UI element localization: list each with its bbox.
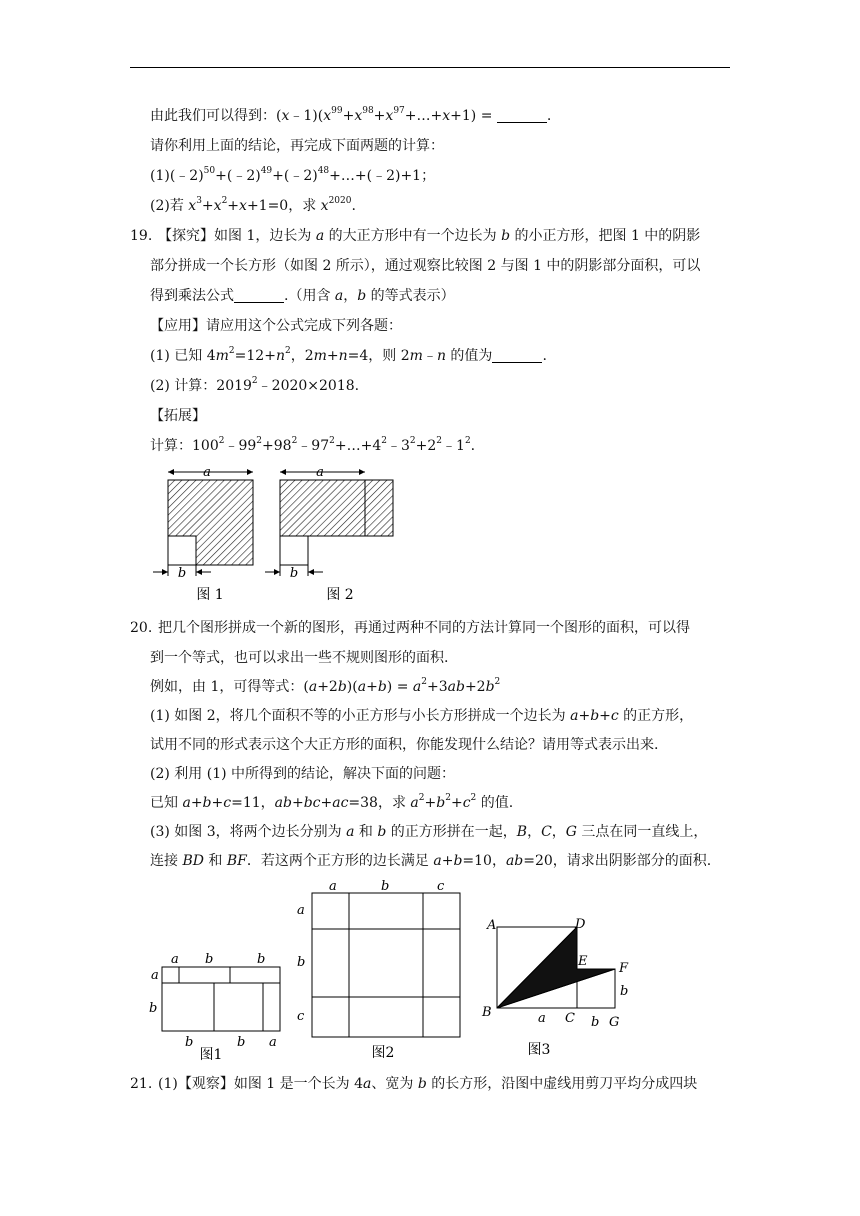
q19-part2: (2) 计算：$2019^2﹣2020\times 2018$.: [150, 376, 360, 394]
fig2-left-a: a: [297, 903, 305, 918]
label-b-bottom: b: [591, 1015, 600, 1030]
answer-blank[interactable]: [234, 288, 284, 303]
q19-line1: 【探究】如图 1，边长为 a 的大正方形中有一个边长为 b 的小正方形，把图 1 中的阴影: [158, 228, 701, 244]
fig1-left-a: a: [151, 968, 159, 983]
q20-part1a: (1) 如图 2，将几个面积不等的小正方形与小长方形拼成一个边长为 a+b+c 的正方形，: [150, 708, 694, 724]
figure-1: [153, 465, 253, 603]
header-rule: [130, 67, 730, 68]
q20-number: 20.: [130, 620, 153, 636]
label-B: B: [482, 1005, 492, 1020]
fig1-top-a: a: [171, 952, 179, 967]
fig2-top-b: b: [381, 879, 390, 894]
q20-part3b: 连接 BD 和 BF．若这两个正方形的边长满足 a+b=10，ab=20，请求出阴影部分的面积.: [150, 853, 712, 869]
q19-figures: [145, 460, 405, 608]
q18-line1: 由此我们可以得到：$(x﹣1)(x^{99}+x^{98}+x^{97}+\dots+x+1)$ = .: [150, 106, 552, 124]
caption-fig1: 图1: [199, 1047, 223, 1062]
caption-fig3: 图3: [527, 1042, 551, 1058]
label-b-side: b: [620, 984, 629, 999]
fig1-bottom-a: a: [269, 1035, 277, 1050]
fig1-bottom-b: b: [185, 1035, 194, 1050]
label-a-bottom: a: [538, 1011, 546, 1026]
big-square: [312, 893, 460, 1037]
fig2-left-c: c: [297, 1009, 305, 1024]
figure-1: [162, 967, 280, 1031]
q20-line3: 例如，由 1，可得等式：$(a+2b)(a+b) = a^2+3ab+2b^2$: [150, 677, 501, 695]
q19-number: 19.: [130, 228, 153, 244]
q20-part3a: (3) 如图 3，将两个边长分别为 a 和 b 的正方形拼在一起，B，C，G 三点在同一直线上，: [150, 824, 708, 840]
label-D: D: [575, 917, 586, 932]
small-square: [168, 536, 196, 565]
q19-apply: 【应用】请应用这个公式完成下列各题：: [150, 318, 402, 334]
q21-number: 21.: [130, 1076, 153, 1092]
small-square-a: [162, 967, 179, 983]
big-rect: [162, 983, 280, 1031]
fig2-top-a: a: [329, 879, 337, 894]
q18-part1: (1)(﹣2)$^{50}$+(﹣2)$^{49}$+(﹣2)$^{48}$+…+(﹣2)+1；: [150, 166, 436, 184]
q19-calc: 计算：$100^2﹣99^2+98^2﹣97^2+\dots+4^2﹣3^2+2^2﹣1^2$.: [150, 436, 476, 454]
q19-line2: 部分拼成一个长方形（如图 2 所示），通过观察比较图 2 与图 1 中的阴影部分面积，可以: [150, 258, 701, 274]
q20-line2: 到一个等式，也可以求出一些不规则图形的面积.: [150, 650, 449, 666]
caption-fig2: 图2: [371, 1045, 395, 1061]
figure-3: [497, 927, 615, 1008]
caption-fig1: 图 1: [196, 587, 224, 603]
q18-part2: (2)若 $x^3+x^2+x+1=0$，求 $x^{2020}$.: [150, 196, 356, 214]
shaded-rectangle: [280, 480, 393, 536]
figure-2: [265, 465, 393, 603]
label-C: C: [565, 1011, 575, 1026]
label-b: b: [289, 566, 299, 581]
q20-figures: [145, 876, 645, 1062]
q21-line1: (1)【观察】如图 1 是一个长为 4a、宽为 b 的长方形，沿图中虚线用剪刀平均分成四块: [158, 1076, 698, 1092]
figure-2: [312, 893, 460, 1037]
fig2-top-c: c: [437, 879, 445, 894]
q19-line3: 得到乘法公式 .（用含 a，b 的等式表示）: [150, 288, 455, 304]
answer-blank[interactable]: [497, 108, 547, 123]
fig1-left-b: b: [149, 1001, 158, 1016]
shaded-region: [497, 927, 615, 1008]
label-A: A: [487, 918, 497, 933]
q20-part2b: 已知 a+b+c=11，ab+bc+ac=38，求 $a^2+b^2+c^2$ 的值.: [150, 793, 514, 811]
fig1-bottom-b2: b: [237, 1035, 246, 1050]
q19-part1: (1) 已知 $4m^2=12+n^2$，2m+n=4，则 2m﹣n 的值为 .: [150, 346, 547, 364]
fig2-left-b: b: [297, 955, 306, 970]
q20-part1b: 试用不同的形式表示这个大正方形的面积，你能发现什么结论？请用等式表示出来.: [150, 737, 659, 753]
q20-line1: 把几个图形拼成一个新的图形，再通过两种不同的方法计算同一个图形的面积，可以得: [158, 620, 690, 636]
fig1-top-b: b: [205, 952, 214, 967]
q18-line2: 请你利用上面的结论，再完成下面两题的计算：: [150, 138, 444, 154]
label-a: a: [203, 465, 211, 480]
label-a: a: [316, 465, 324, 480]
label-F: F: [619, 961, 629, 976]
answer-blank[interactable]: [492, 348, 542, 363]
q19-extend: 【拓展】: [150, 408, 206, 424]
rect-ab-2: [230, 967, 280, 983]
caption-fig2: 图 2: [326, 587, 354, 603]
label-G: G: [609, 1015, 620, 1030]
rect-ab: [179, 967, 230, 983]
q20-part2a: (2) 利用 (1) 中所得到的结论，解决下面的问题：: [150, 766, 456, 782]
small-square: [280, 536, 308, 565]
fig1-top-b2: b: [257, 952, 266, 967]
label-E: E: [578, 954, 588, 969]
label-b: b: [177, 566, 187, 581]
